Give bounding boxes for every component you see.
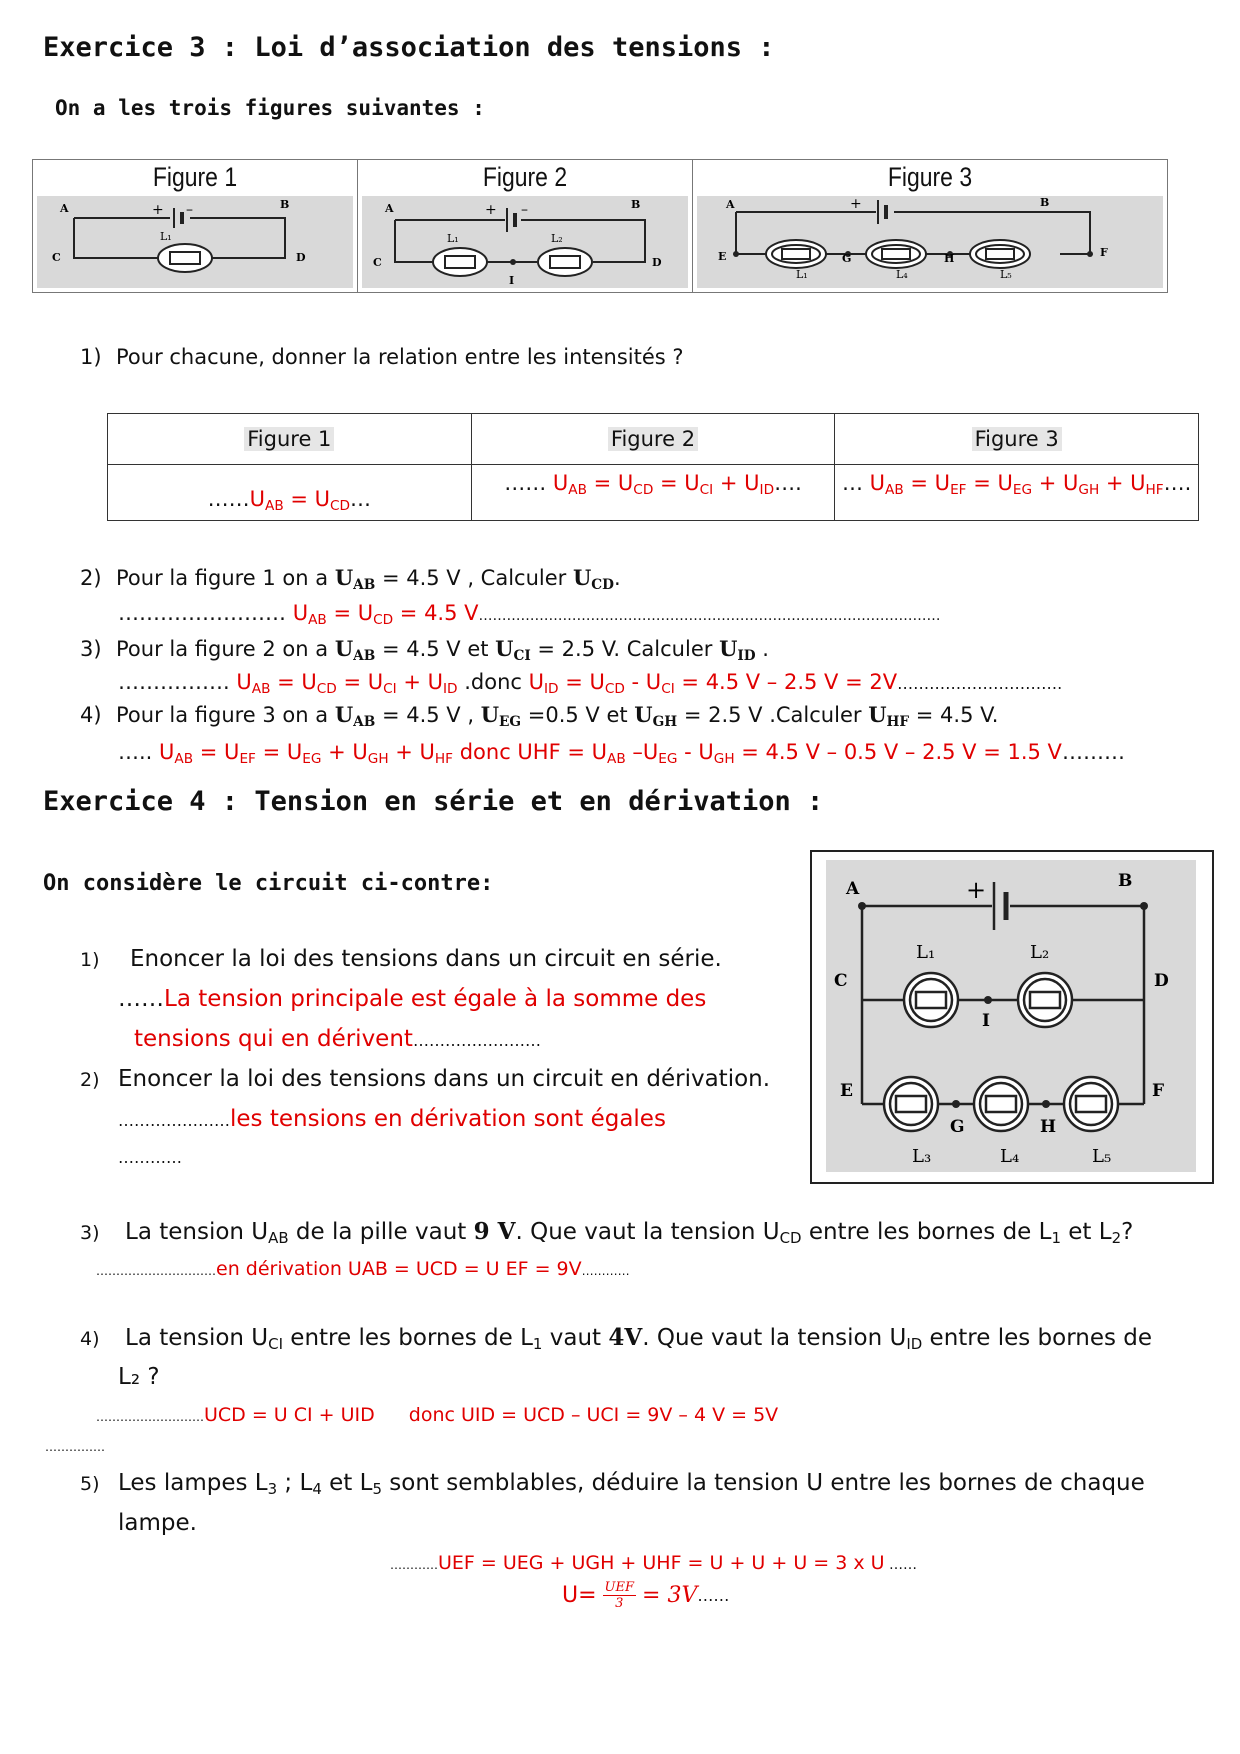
figure-2-label: Figure 2 (482, 162, 568, 192)
relations-table (107, 413, 1199, 521)
rel-answer-3: … $U_{AB} = U_{EF} = U_{EG} + U_{GH}$ + $U_{HF}\dots$. (835, 465, 1199, 521)
ex4-q5-answer: …………UEF = UEG + UGH + UHF = U + U + U = 3 x U …… (390, 1552, 917, 1574)
c4-label-L1: L₁ (916, 942, 936, 963)
c1-label-A: A (60, 202, 69, 215)
ex4-circuit-diagram (826, 860, 1196, 1172)
ex4-q1-answer-2: tensions qui en dérivent…………………… (134, 1026, 541, 1052)
figure-3-cell (693, 160, 1168, 293)
figure-1-label: Figure 1 (152, 162, 238, 192)
c3-label-H: H (944, 252, 955, 265)
c3-label-A: A (726, 198, 735, 211)
ex4-circuit-frame (810, 850, 1214, 1184)
c4-label-F: F (1152, 1081, 1165, 1101)
q-number: 1) (80, 345, 102, 369)
plus-sign: + (966, 876, 987, 904)
ex3-intro: On a les trois figures suivantes : (55, 96, 485, 120)
ex4-q4-line2: L₂ ? (118, 1364, 160, 1390)
figure-1-circuit (37, 196, 353, 288)
rel-header-2: Figure 2 (471, 414, 835, 465)
rel-header-3: Figure 3 (835, 414, 1199, 465)
c1-label-C: C (52, 251, 61, 264)
ex4-intro: On considère le circuit ci-contre: (43, 871, 494, 896)
rel-header-1: Figure 1 (108, 414, 472, 465)
plus-sign: + (485, 202, 497, 218)
c4-label-C: C (834, 971, 848, 991)
c4-label-G: G (950, 1117, 965, 1137)
ex4-q2: 2) Enoncer la loi des tensions dans un circuit en dérivation. (80, 1066, 771, 1092)
c2-label-B: B (631, 198, 641, 211)
figure-2-circuit (362, 196, 688, 288)
c1-label-B: B (280, 198, 290, 211)
c4-label-B: B (1118, 871, 1133, 891)
figure-1-cell (33, 160, 358, 293)
c4-label-H: H (1040, 1117, 1057, 1137)
circuit-3-diagram (700, 196, 1160, 288)
c3-label-E: E (718, 250, 727, 263)
c4-label-I: I (982, 1011, 990, 1031)
c2-label-L1: L₁ (447, 232, 459, 245)
c2-label-A: A (385, 202, 394, 215)
circuit-1-diagram (40, 196, 350, 288)
c4-label-L3: L₃ (912, 1146, 932, 1167)
c1-label-L1: L₁ (160, 230, 172, 243)
c3-label-F: F (1100, 246, 1108, 259)
ex3-q4: 4) Pour la figure 3 on a $U_{AB} = 4.5$ V , $U_{EG} =0.5$ V et $U_{GH} = 2.5$ V .Calculer $U_{HF} = 4.5$ V. (80, 702, 999, 730)
ex4-q1-answer-1: ……La tension principale est égale à la somme des (118, 986, 707, 1012)
figure-3-circuit (697, 196, 1163, 288)
ex3-q2-answer: …………………… $U_{AB} = U_{CD} = 4.5$ V……………………………………………………………………………………… (118, 601, 941, 628)
ex4-circuit (826, 860, 1196, 1172)
c3-label-L1: L₁ (796, 268, 808, 281)
ex4-q2-dots: ………… (118, 1148, 182, 1167)
c2-label-I: I (509, 274, 515, 287)
ex3-q3-answer: ……………. $U_{AB} = U_{CD} = U_{CI} + U_{ID}$ .donc $U_{ID} = U_{CD} - U_{CI} = 4.5$ V – 2.5 V = 2V…………………………. (118, 670, 1063, 697)
figures-table (32, 159, 1168, 293)
ex3-q2: 2) Pour la figure 1 on a $U_{AB} = 4.5$ V , Calculer $U_{CD}$. (80, 565, 621, 593)
c2-label-D: D (652, 256, 662, 269)
ex4-q5-formula: U= UEF 3 = 3V …… (562, 1580, 730, 1611)
ex4-q3: 3) La tension $U_{AB}$ de la pille vaut 9 V. Que vaut la tension $U_{CD}$ entre les bornes de $L_1$ et $L_2$? (80, 1218, 1134, 1247)
ex3-title: Exercice 3 : Loi d’association des tensions : (43, 32, 775, 63)
rel-answer-2: …… $U_{AB} = U_{CD} = U_{CI}$ + $U_{ID}\dots$. (471, 465, 835, 521)
c3-label-L4: L₄ (896, 268, 908, 281)
c4-label-D: D (1154, 971, 1169, 991)
minus-sign: – (521, 202, 528, 218)
c1-label-D: D (296, 251, 306, 264)
c4-label-L4: L₄ (1000, 1146, 1020, 1167)
ex3-q1 (80, 345, 684, 369)
rel-answer-1: $\dots\dots U_{AB}$ = $U_{CD}\dots$ (108, 465, 472, 521)
figure-2-cell (358, 160, 693, 293)
ex4-title: Exercice 4 : Tension en série et en dérivation : (43, 786, 824, 817)
ex4-q1: 1) Enoncer la loi des tensions dans un circuit en série. (80, 946, 722, 972)
c2-label-C: C (373, 256, 382, 269)
c4-label-A: A (846, 879, 860, 899)
c4-label-L2: L₂ (1030, 942, 1050, 963)
c3-label-L5: L₅ (1000, 268, 1012, 281)
ex4-q4-dots: …………… (45, 1440, 105, 1454)
ex4-q5: 5) Les lampes $L_3$ ; $L_4$ et $L_5$ sont semblables, déduire la tension U entre les bornes de chaque (80, 1470, 1145, 1498)
ex4-q4: 4) La tension $U_{CI}$ entre les bornes de $L_1$ vaut 4V. Que vaut la tension $U_{ID}$ entre les bornes de (80, 1324, 1153, 1353)
c2-label-L2: L₂ (551, 232, 563, 245)
ex3-q3: 3) Pour la figure 2 on a $U_{AB} = 4.5$ V et $U_{CI} = 2.5$ V. Calculer $U_{ID}$ . (80, 636, 769, 664)
q-text: Pour chacune, donner la relation entre les intensités ? (116, 345, 684, 369)
ex4-q2-answer: …………………les tensions en dérivation sont égales (118, 1106, 666, 1132)
figure-3-label: Figure 3 (887, 162, 973, 192)
c4-label-L5: L₅ (1092, 1146, 1112, 1167)
c3-label-B: B (1040, 196, 1050, 209)
plus-sign: + (152, 202, 164, 218)
ex4-q5-line2: lampe. (118, 1510, 197, 1536)
minus-sign: – (186, 202, 193, 218)
circuit-2-diagram (365, 196, 685, 288)
plus-sign: + (850, 196, 862, 212)
fraction: UEF 3 (604, 1580, 635, 1611)
ex4-q3-answer: …………………………en dérivation UAB = UCD = U EF = 9V………… (96, 1258, 630, 1280)
ex3-q4-answer: ….. $U_{AB} = U_{EF} = U_{EG} + U_{GH} + U_{HF}$ donc UHF = $U_{AB}$ $-U_{EG} - U_{GH} = 4.5$ V – 0.5 V – 2.5 V = 1.5 V……… (118, 740, 1125, 767)
c3-label-G: G (842, 252, 852, 265)
c4-label-E: E (840, 1081, 853, 1101)
ex4-q4-answer: ………………………UCD = U CI + UID donc UID = UCD – UCI = 9V – 4 V = 5V (96, 1404, 779, 1426)
